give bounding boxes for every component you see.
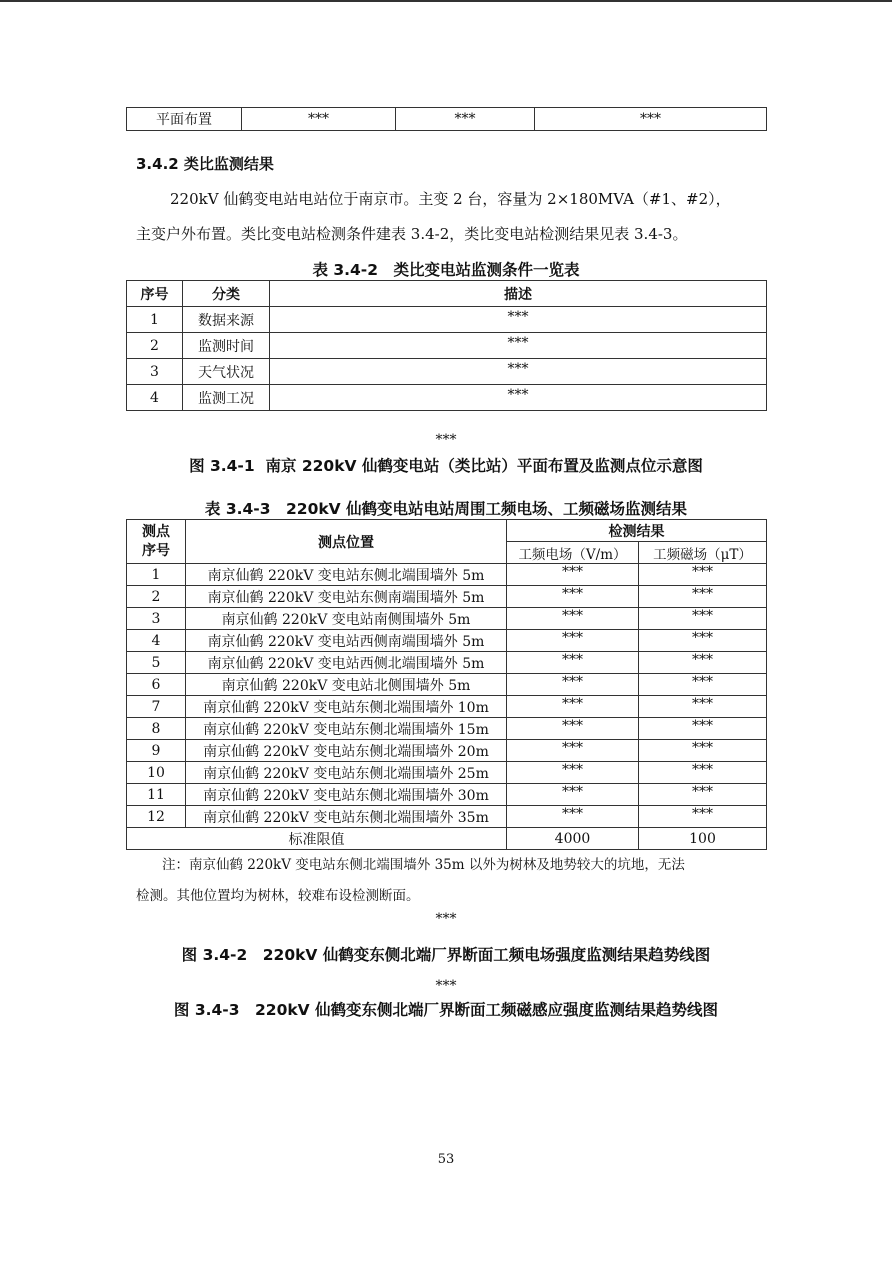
table-row <box>127 674 767 696</box>
row-mfield: *** <box>639 718 767 740</box>
row-efield: *** <box>507 674 639 696</box>
table-row <box>127 696 767 718</box>
row-mfield: *** <box>639 608 767 630</box>
row-mfield: *** <box>639 652 767 674</box>
table-row <box>127 564 767 586</box>
figure-placeholder: *** <box>435 432 457 448</box>
header-no <box>127 520 186 564</box>
header-category: 分类 <box>183 281 270 307</box>
row-no: 10 <box>127 762 186 784</box>
row-no: 7 <box>127 696 186 718</box>
figure-3-4-3-caption: 图 3.4-3 220kV 仙鹤变东侧北端厂界断面工频磁感应强度监测结果趋势线图 <box>173 1001 719 1019</box>
row-position: 南京仙鹤 220kV 变电站东侧北端围墙外 35m <box>186 806 507 828</box>
paragraph-line: 主变户外布置。类比变电站检测条件建表 3.4-2，类比变电站检测结果见表 3.4-3。 <box>136 225 688 243</box>
row-category: 数据来源 <box>183 307 270 333</box>
conditions-table <box>126 280 767 411</box>
table-row <box>127 652 767 674</box>
row-no: 4 <box>127 385 183 411</box>
layout-value-cell: *** <box>535 108 767 131</box>
table-3-4-3-caption: 表 3.4-3 220kV 仙鹤变电站电站周围工频电场、工频磁场监测结果 <box>204 500 688 518</box>
row-no: 3 <box>127 359 183 385</box>
row-mfield: *** <box>639 740 767 762</box>
row-efield: *** <box>507 762 639 784</box>
row-efield: *** <box>507 696 639 718</box>
row-position: 南京仙鹤 220kV 变电站西侧北端围墙外 5m <box>186 652 507 674</box>
table-row <box>127 333 767 359</box>
figure-3-4-1-caption: 图 3.4-1 南京 220kV 仙鹤变电站（类比站）平面布置及监测点位示意图 <box>189 457 703 475</box>
figure-placeholder: *** <box>435 911 457 927</box>
page-number: 53 <box>437 1152 455 1167</box>
row-no: 6 <box>127 674 186 696</box>
table-row <box>127 307 767 333</box>
table-row <box>127 586 767 608</box>
row-no: 1 <box>127 564 186 586</box>
layout-value-cell: *** <box>396 108 535 131</box>
header-results: 检测结果 <box>507 520 767 542</box>
row-position: 南京仙鹤 220kV 变电站东侧北端围墙外 25m <box>186 762 507 784</box>
limit-label: 标准限值 <box>127 828 507 850</box>
row-mfield: *** <box>639 696 767 718</box>
table-row <box>127 784 767 806</box>
results-table <box>126 519 767 850</box>
figure-3-4-2-caption: 图 3.4-2 220kV 仙鹤变东侧北端厂界断面工频电场强度监测结果趋势线图 <box>181 946 711 964</box>
row-position: 南京仙鹤 220kV 变电站南侧围墙外 5m <box>186 608 507 630</box>
limit-efield: 4000 <box>507 828 639 850</box>
table-3-4-2-caption: 表 3.4-2 类比变电站监测条件一览表 <box>312 261 580 279</box>
row-mfield: *** <box>639 564 767 586</box>
row-no: 4 <box>127 630 186 652</box>
paragraph-line: 220kV 仙鹤变电站电站位于南京市。主变 2 台，容量为 2×180MVA（#1、#2）， <box>170 190 731 208</box>
table-row <box>127 385 767 411</box>
row-position: 南京仙鹤 220kV 变电站东侧北端围墙外 20m <box>186 740 507 762</box>
row-efield: *** <box>507 806 639 828</box>
row-description: *** <box>270 359 767 385</box>
limit-row <box>127 828 767 850</box>
row-efield: *** <box>507 586 639 608</box>
row-no: 5 <box>127 652 186 674</box>
row-position: 南京仙鹤 220kV 变电站东侧北端围墙外 15m <box>186 718 507 740</box>
table-row <box>127 806 767 828</box>
row-no: 1 <box>127 307 183 333</box>
header-description: 描述 <box>270 281 767 307</box>
row-no: 8 <box>127 718 186 740</box>
figure-placeholder: *** <box>435 978 457 994</box>
table-row <box>127 608 767 630</box>
row-efield: *** <box>507 630 639 652</box>
row-position: 南京仙鹤 220kV 变电站东侧南端围墙外 5m <box>186 586 507 608</box>
row-no: 2 <box>127 586 186 608</box>
row-description: *** <box>270 385 767 411</box>
row-position: 南京仙鹤 220kV 变电站东侧北端围墙外 10m <box>186 696 507 718</box>
row-category: 天气状况 <box>183 359 270 385</box>
layout-table-fragment <box>126 107 767 131</box>
row-description: *** <box>270 307 767 333</box>
table-row <box>127 630 767 652</box>
table-header-row <box>127 281 767 307</box>
row-position: 南京仙鹤 220kV 变电站西侧南端围墙外 5m <box>186 630 507 652</box>
row-mfield: *** <box>639 762 767 784</box>
row-no: 11 <box>127 784 186 806</box>
row-efield: *** <box>507 652 639 674</box>
header-position: 测点位置 <box>186 520 507 564</box>
row-no: 3 <box>127 608 186 630</box>
row-no: 9 <box>127 740 186 762</box>
header-efield: 工频电场（V/m） <box>507 542 639 564</box>
page-top-rule <box>0 0 892 2</box>
table-row <box>127 762 767 784</box>
section-heading: 3.4.2 类比监测结果 <box>136 155 274 173</box>
row-position: 南京仙鹤 220kV 变电站北侧围墙外 5m <box>186 674 507 696</box>
row-position: 南京仙鹤 220kV 变电站东侧北端围墙外 30m <box>186 784 507 806</box>
row-efield: *** <box>507 718 639 740</box>
table-row <box>127 740 767 762</box>
table-row <box>127 359 767 385</box>
row-efield: *** <box>507 740 639 762</box>
table-row <box>127 108 767 131</box>
row-description: *** <box>270 333 767 359</box>
row-category: 监测时间 <box>183 333 270 359</box>
row-efield: *** <box>507 564 639 586</box>
note-line: 注：南京仙鹤 220kV 变电站东侧北端围墙外 35m 以外为树林及地势较大的坑地，无法 <box>162 857 685 873</box>
row-mfield: *** <box>639 784 767 806</box>
header-no: 序号 <box>127 281 183 307</box>
header-mfield: 工频磁场（μT） <box>639 542 767 564</box>
table-note <box>136 850 766 912</box>
row-efield: *** <box>507 784 639 806</box>
row-position: 南京仙鹤 220kV 变电站东侧北端围墙外 5m <box>186 564 507 586</box>
limit-mfield: 100 <box>639 828 767 850</box>
row-no: 2 <box>127 333 183 359</box>
row-mfield: *** <box>639 806 767 828</box>
header-no-line1: 测点 <box>142 523 170 540</box>
row-efield: *** <box>507 608 639 630</box>
table-header-row <box>127 520 767 542</box>
layout-value-cell: *** <box>242 108 396 131</box>
row-mfield: *** <box>639 586 767 608</box>
note-line: 检测。其他位置均为树林，较难布设检测断面。 <box>136 888 420 904</box>
table-row <box>127 718 767 740</box>
row-no: 12 <box>127 806 186 828</box>
layout-label-cell: 平面布置 <box>127 108 242 131</box>
row-mfield: *** <box>639 630 767 652</box>
section-paragraph <box>136 182 766 252</box>
header-no-line2: 序号 <box>142 542 170 559</box>
row-category: 监测工况 <box>183 385 270 411</box>
row-mfield: *** <box>639 674 767 696</box>
